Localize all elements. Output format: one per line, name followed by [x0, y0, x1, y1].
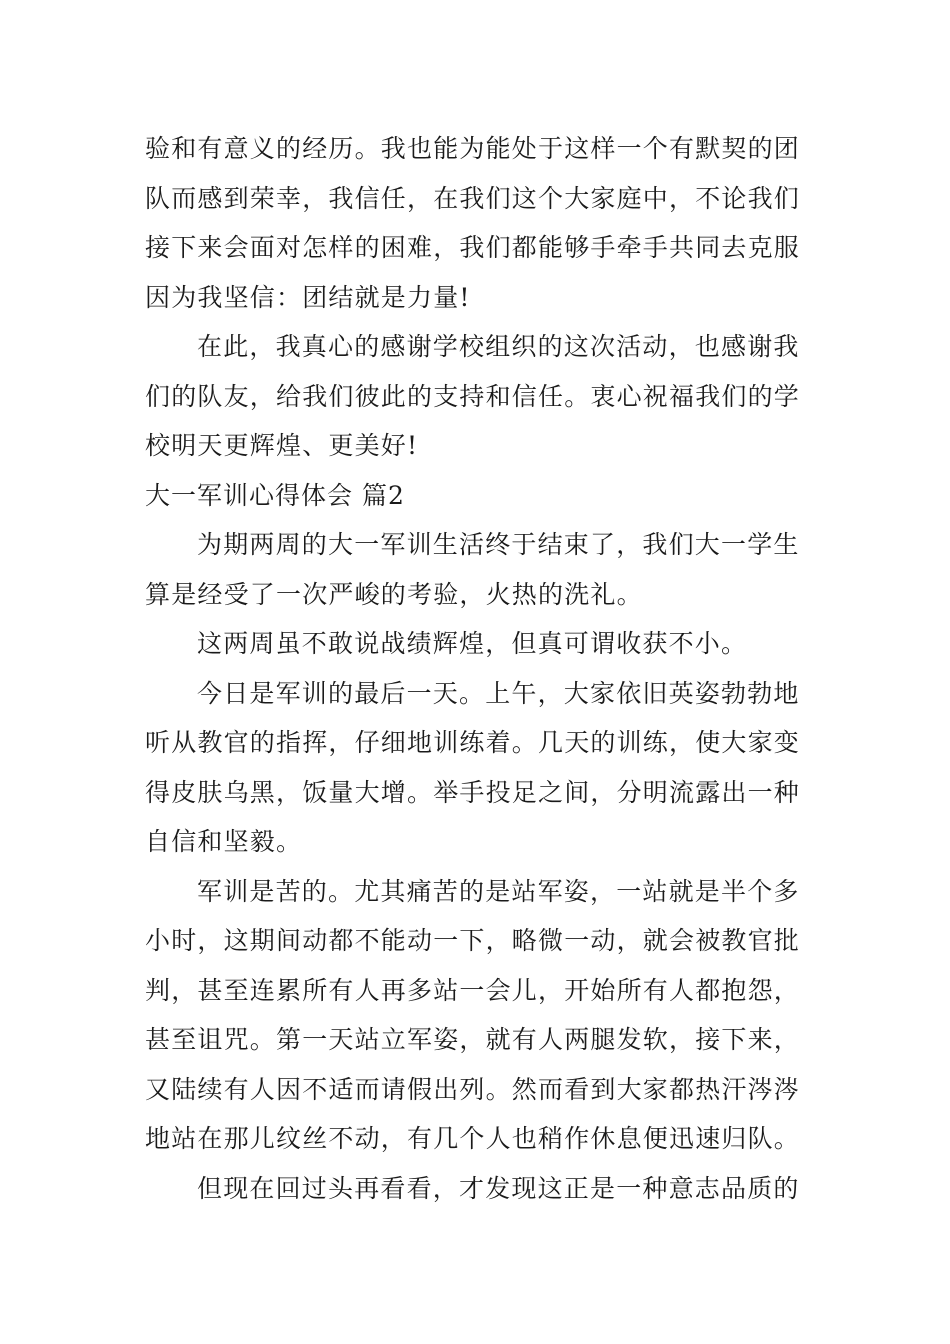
text-line: 军训是苦的。尤其痛苦的是站军姿，一站就是半个多: [197, 876, 800, 906]
text-line: 因为我坚信：团结就是力量!: [145, 282, 471, 312]
text-line: 自信和坚毅。: [145, 827, 303, 856]
text-line: 甚至诅咒。第一天站立军姿，就有人两腿发软，接下来，: [145, 1025, 801, 1054]
text-line: 听从教官的指挥，仔细地训练着。几天的训练，使大家变: [145, 728, 801, 757]
text-line: 验和有意义的经历。我也能为能处于这样一个有默契的团: [145, 134, 801, 163]
text-line: 算是经受了一次严峻的考验，火热的洗礼。: [145, 579, 643, 609]
text-line: 们的队友，给我们彼此的支持和信任。衷心祝福我们的学: [145, 381, 801, 411]
text-line: 在此，我真心的感谢学校组织的这次活动，也感谢我: [197, 332, 800, 361]
text-line: 判，甚至连累所有人再多站一会儿，开始所有人都抱怨，: [145, 975, 801, 1005]
text-line: 又陆续有人因不适而请假出列。然而看到大家都热汗涔涔: [145, 1074, 801, 1104]
text-line: 但现在回过头再看看，才发现这正是一种意志品质的: [197, 1173, 800, 1203]
text-line: 校明天更辉煌、更美好!: [145, 431, 419, 460]
text-line: 接下来会面对怎样的困难，我们都能够手牵手共同去克服: [145, 233, 801, 262]
document-page: [145, 124, 810, 1213]
text-line: 得皮肤乌黑，饭量大增。举手投足之间，分明流露出一种: [145, 777, 801, 807]
text-line: 为期两周的大一军训生活终于结束了，我们大一学生: [197, 530, 800, 559]
text-line: 这两周虽不敢说战绩辉煌，但真可谓收获不小。: [197, 629, 748, 658]
text-line: 队而感到荣幸，我信任，在我们这个大家庭中，不论我们: [145, 183, 801, 213]
section-heading: 大一军训心得体会 篇2: [145, 480, 405, 510]
text-line: 地站在那儿纹丝不动，有几个人也稍作休息便迅速归队。: [145, 1124, 801, 1153]
text-line: 今日是军训的最后一天。上午，大家依旧英姿勃勃地: [197, 678, 800, 708]
text-line: 小时，这期间动都不能动一下，略微一动，就会被教官批: [145, 926, 801, 955]
